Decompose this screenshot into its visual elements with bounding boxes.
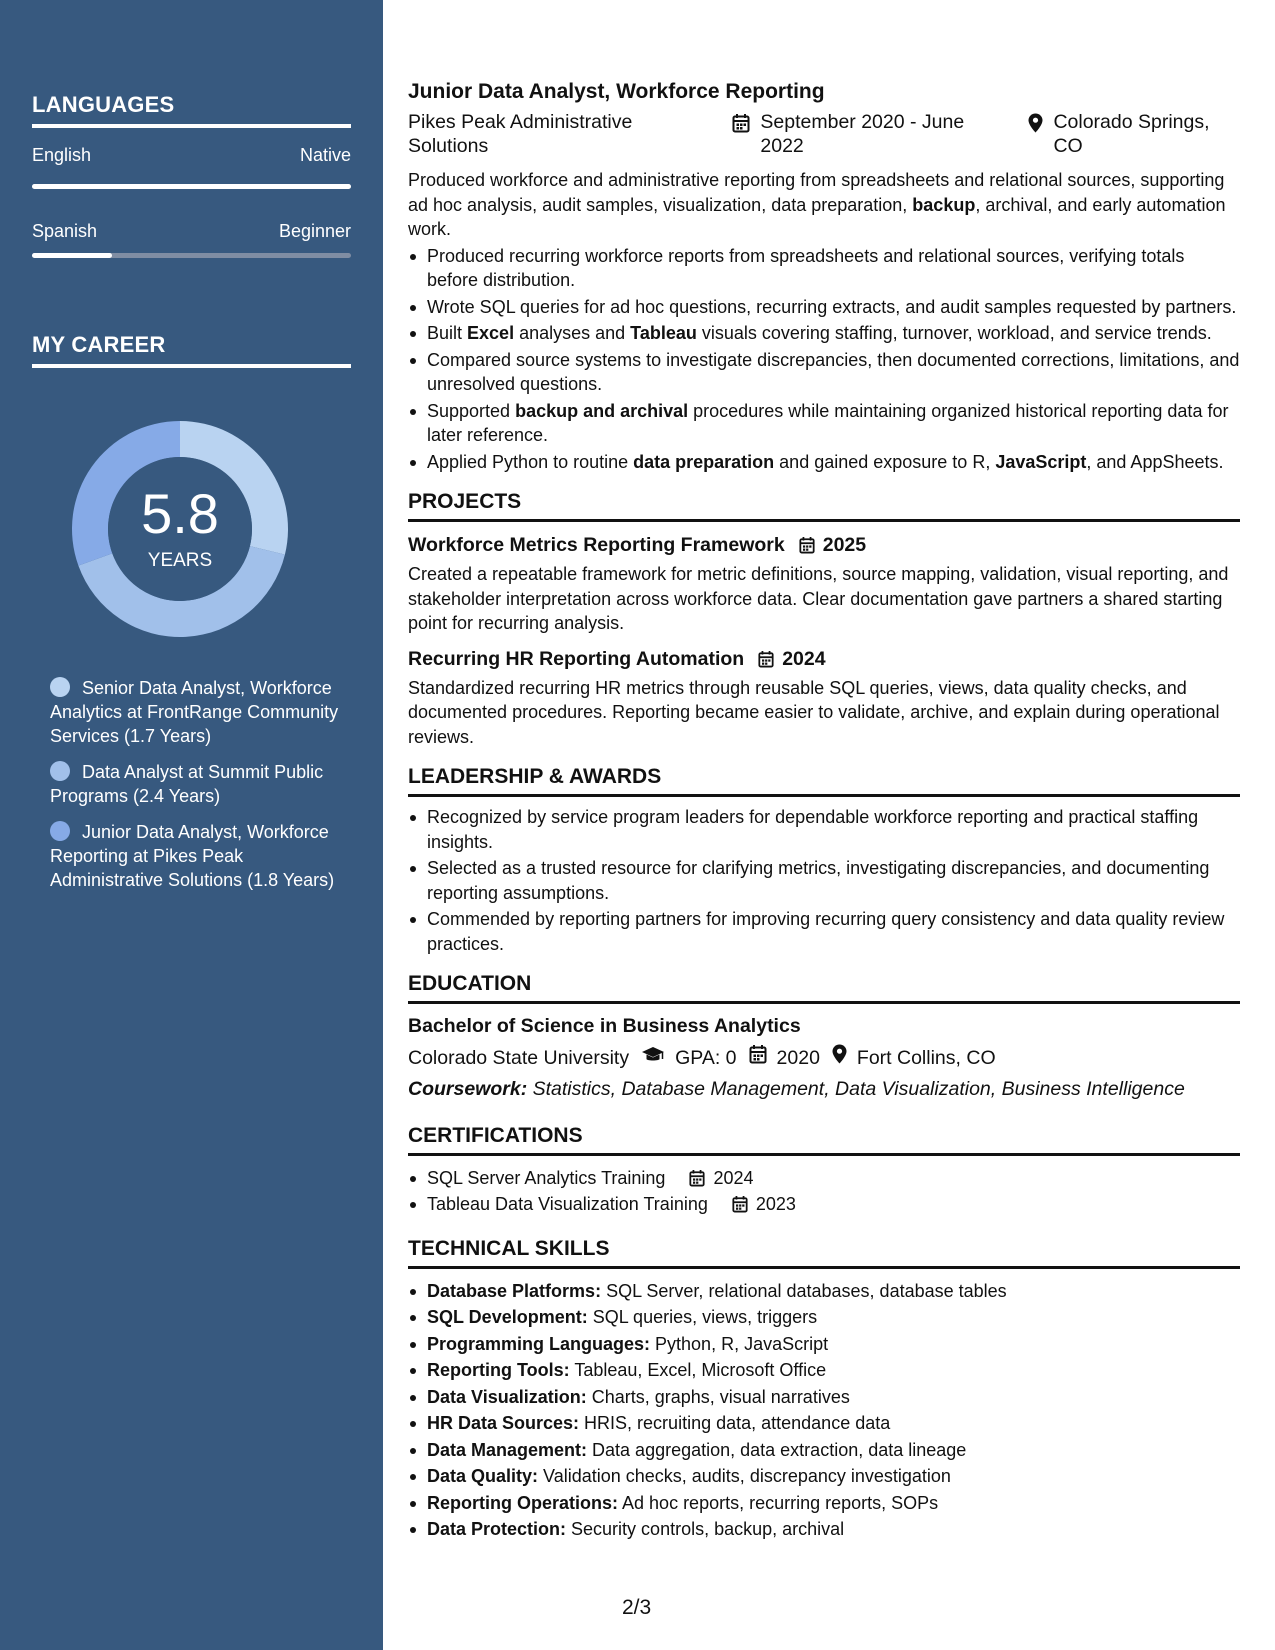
certification-year: 2024 [713, 1167, 754, 1188]
skill-item [408, 1385, 1240, 1410]
body-text: Produced workforce and administrative reporting from spreadsheets and relational sources, supporting ad hoc analysis, audit samples, visualization, data preparation, [408, 170, 1225, 215]
job-bullets [408, 244, 1240, 475]
job-bullet [408, 321, 1240, 346]
skill-label: Programming Languages: [427, 1333, 651, 1354]
main-content [408, 78, 1240, 1544]
education-meta [408, 1044, 1240, 1071]
calendar-icon [744, 650, 782, 668]
section-heading-leadership: LEADERSHIP & AWARDS [408, 763, 1240, 797]
degree: Bachelor of Science in Business Analytics [408, 1015, 801, 1037]
section-heading-certifications: CERTIFICATIONS [408, 1122, 1240, 1156]
coursework-label: Coursework: [408, 1078, 528, 1100]
language-bar-fill [32, 253, 112, 258]
body-text: Applied Python to routine [427, 451, 634, 472]
calendar-icon [749, 1044, 767, 1071]
section-heading-education: EDUCATION [408, 970, 1240, 1004]
sidebar [0, 0, 383, 1650]
skill-value: Validation checks, audits, discrepancy investigation [538, 1466, 951, 1486]
coursework-list: Statistics, Database Management, Data Visualization, Business Intelligence [527, 1078, 1185, 1100]
career-unit: YEARS [147, 550, 213, 571]
graduation-cap-icon [641, 1045, 665, 1071]
job-dates: September 2020 - June 2022 [760, 111, 965, 157]
legend-dot [50, 821, 70, 841]
calendar-icon [785, 536, 823, 554]
career-legend [50, 676, 340, 904]
body-text: visuals covering staffing, turnover, workload, and service trends. [696, 323, 1212, 343]
skill-label: Reporting Tools: [427, 1360, 570, 1380]
language-level: Native [299, 145, 351, 165]
project-description: Created a repeatable framework for metric definitions, source mapping, validation, visual reporting, and stakeholder interpretation across workforce data. Clear documentation gave partners a shared starting point for recurring analysis. [408, 564, 1229, 633]
skill-value: Python, R, JavaScript [650, 1333, 829, 1354]
language-row-english [32, 145, 351, 166]
body-text: Supported [427, 400, 516, 421]
skill-value: SQL queries, views, triggers [587, 1307, 818, 1327]
emphasis-text: backup [912, 194, 976, 215]
job-bullet [408, 295, 1240, 320]
skill-item [408, 1517, 1240, 1542]
language-row-spanish [32, 221, 351, 242]
project-title-row [408, 646, 1240, 672]
project-year: 2025 [822, 534, 867, 556]
skill-label: Data Visualization: [427, 1386, 587, 1407]
emphasis-text: data preparation [633, 451, 775, 472]
skill-label: Database Platforms: [427, 1280, 602, 1301]
skill-item [408, 1411, 1240, 1436]
career-legend-item [50, 820, 340, 892]
language-level: Beginner [278, 221, 351, 241]
section-heading-projects: PROJECTS [408, 488, 1240, 522]
project-description: Standardized recurring HR metrics through reusable SQL queries, views, data quality checks, and documented procedures. Reporting became easier to validate, archive, and explain during operational reviews. [408, 677, 1220, 747]
career-legend-item [50, 760, 340, 808]
certification-item [408, 1166, 1240, 1191]
language-name: Spanish [32, 221, 98, 241]
body-text: analyses and [514, 323, 631, 343]
job-bullet [408, 450, 1240, 475]
skill-value: Security controls, backup, archival [566, 1519, 845, 1539]
career-legend-text: Senior Data Analyst, Workforce Analytics at FrontRange Community Services (1.7 Years) [50, 678, 339, 746]
skill-label: HR Data Sources: [427, 1413, 580, 1433]
skill-item [408, 1464, 1240, 1489]
job-location: Colorado Springs, CO [1053, 111, 1210, 157]
leadership-list [408, 805, 1240, 956]
certification-item [408, 1192, 1240, 1217]
skill-item [408, 1358, 1240, 1383]
skill-label: Reporting Operations: [427, 1492, 619, 1513]
page-number: 2/3 [622, 1596, 652, 1619]
job-bullet [408, 348, 1240, 397]
skill-value: Tableau, Excel, Microsoft Office [569, 1360, 827, 1380]
emphasis-text: Excel [467, 323, 515, 343]
calendar-icon [720, 1195, 752, 1213]
skill-label: Data Quality: [427, 1466, 539, 1486]
emphasis-text: backup and archival [515, 400, 689, 421]
job-bullet [408, 244, 1240, 293]
calendar-icon [732, 113, 750, 139]
leadership-item: Recognized by service program leaders for dependable workforce reporting and practical staffing insights. [408, 805, 1240, 854]
body-text: , archival, and early automation work. [408, 194, 1226, 239]
project-title: Workforce Metrics Reporting Framework [408, 534, 785, 556]
body-text: Compared source systems to investigate discrepancies, then documented corrections, limitations, and unresolved questions. [427, 349, 1240, 394]
emphasis-text: JavaScript [995, 451, 1087, 472]
leadership-item: Commended by reporting partners for improving recurring query consistency and data quality review practices. [408, 907, 1240, 956]
school-name: Colorado State University [408, 1046, 630, 1069]
legend-dot [50, 677, 70, 697]
leadership-item: Selected as a trusted resource for clarifying metrics, investigating discrepancies, and documenting reporting assumptions. [408, 856, 1240, 905]
education-location: Fort Collins, CO [856, 1046, 996, 1069]
skill-label: Data Protection: [427, 1519, 567, 1539]
company-name: Pikes Peak Administrative Solutions [408, 111, 633, 157]
language-bar-spanish [32, 253, 351, 258]
job-meta [408, 110, 1240, 158]
career-total: 5.8 [141, 482, 219, 545]
career-donut-chart [65, 414, 295, 644]
body-text: Wrote SQL queries for ad hoc questions, recurring extracts, and audit samples requested by partners. [427, 296, 1237, 317]
skill-value: SQL Server, relational databases, database tables [601, 1280, 1007, 1301]
body-text: , and AppSheets. [1086, 451, 1224, 472]
skill-value: Charts, graphs, visual narratives [586, 1386, 850, 1407]
career-heading: MY CAREER [32, 332, 351, 368]
projects-list [408, 532, 1240, 749]
skill-item [408, 1305, 1240, 1330]
certification-name: SQL Server Analytics Training [427, 1167, 666, 1188]
project-title: Recurring HR Reporting Automation [408, 647, 745, 670]
language-bar-fill [32, 184, 351, 189]
skill-value: HRIS, recruiting data, attendance data [579, 1413, 891, 1433]
skill-label: Data Management: [427, 1439, 588, 1460]
skill-label: SQL Development: [427, 1307, 588, 1327]
language-name: English [32, 145, 92, 165]
certification-year: 2023 [755, 1194, 796, 1214]
graduation-year: 2020 [776, 1046, 820, 1069]
emphasis-text: Tableau [630, 323, 697, 343]
calendar-icon [677, 1169, 709, 1187]
section-heading-skills: TECHNICAL SKILLS [408, 1235, 1240, 1269]
skill-item [408, 1279, 1240, 1304]
project-title-row [408, 532, 1240, 558]
certifications-list [408, 1166, 1240, 1217]
map-pin-icon [832, 1044, 847, 1071]
project-year: 2024 [782, 647, 826, 670]
body-text: Built [427, 323, 468, 343]
map-pin-icon [1028, 113, 1043, 139]
job-title: Junior Data Analyst, Workforce Reporting [408, 80, 825, 103]
legend-dot [50, 761, 70, 781]
language-bar-english [32, 184, 351, 189]
certification-name: Tableau Data Visualization Training [427, 1194, 708, 1214]
job-summary [408, 168, 1240, 242]
body-text: procedures while maintaining organized historical reporting data for later reference. [427, 400, 1229, 445]
gpa: GPA: 0 [675, 1046, 737, 1069]
skill-value: Ad hoc reports, recurring reports, SOPs [618, 1492, 939, 1513]
career-legend-item [50, 676, 340, 748]
body-text: and gained exposure to R, [774, 451, 996, 472]
skill-value: Data aggregation, data extraction, data lineage [587, 1439, 967, 1460]
skill-item [408, 1438, 1240, 1463]
body-text: Produced recurring workforce reports from spreadsheets and relational sources, verifying totals before distribution. [427, 245, 1185, 290]
skill-item [408, 1332, 1240, 1357]
career-legend-text: Data Analyst at Summit Public Programs (2.4 Years) [50, 762, 324, 806]
job-bullet [408, 399, 1240, 448]
skills-list [408, 1279, 1240, 1542]
donut-center [65, 414, 295, 644]
languages-heading: LANGUAGES [32, 92, 351, 128]
coursework [408, 1077, 1240, 1102]
career-legend-text: Junior Data Analyst, Workforce Reporting at Pikes Peak Administrative Solutions (1.8 Years) [50, 822, 335, 890]
skill-item [408, 1491, 1240, 1516]
